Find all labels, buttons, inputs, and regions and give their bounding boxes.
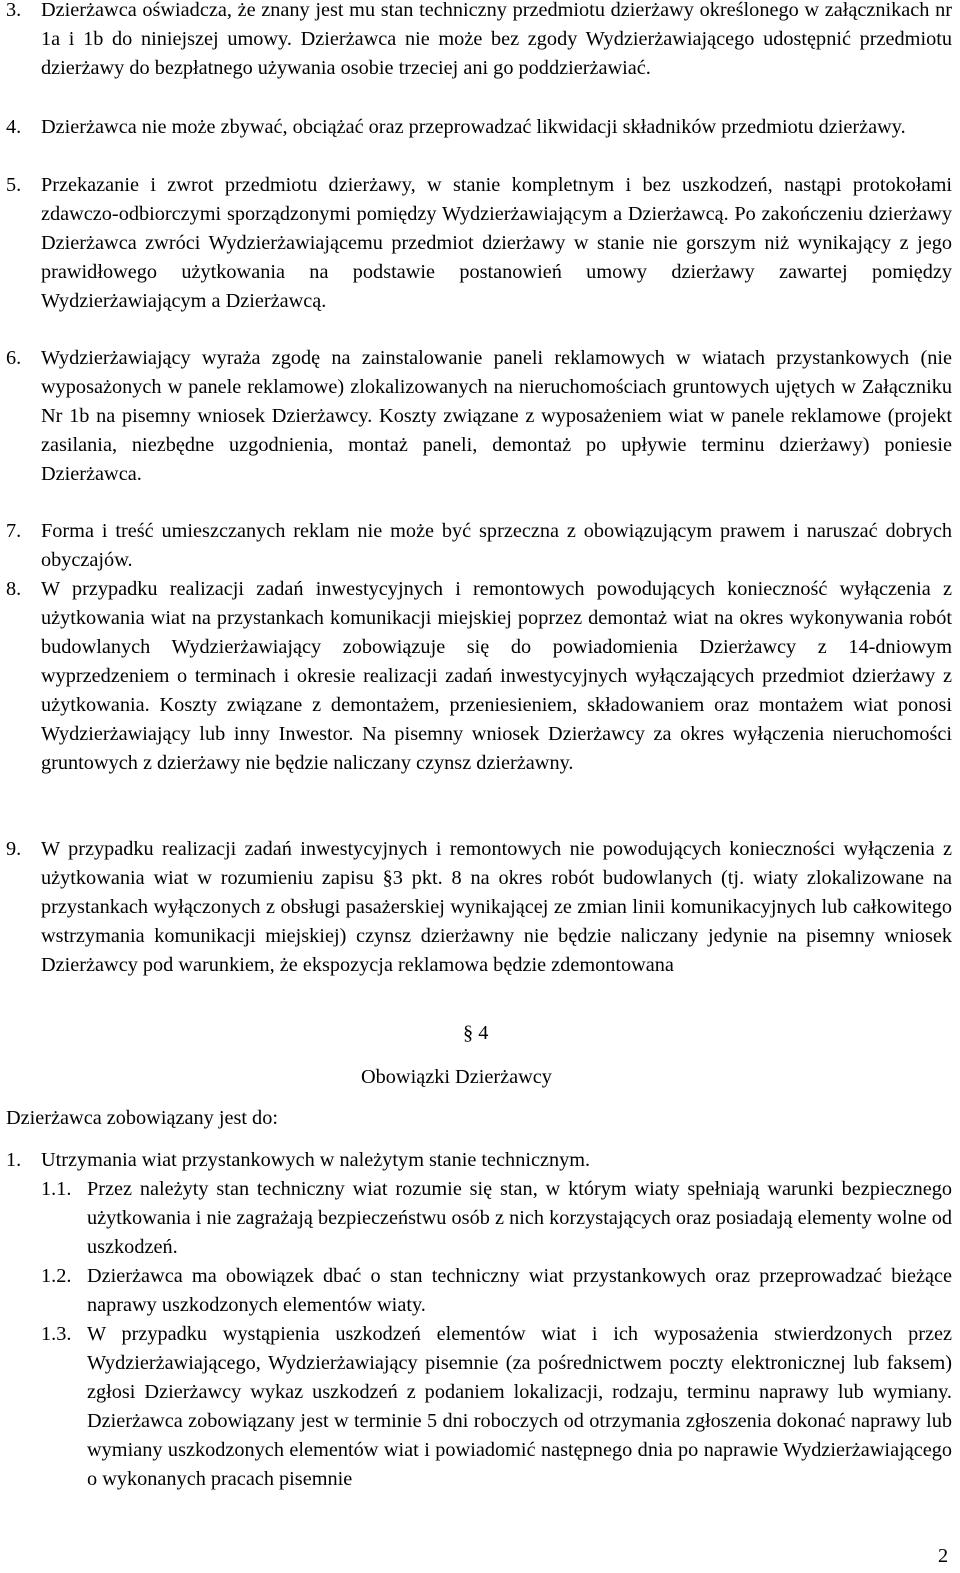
clause-text: Dzierżawca oświadcza, że znany jest mu stan techniczny przedmiotu dzierżawy określonego w załącznikach nr 1a i 1b do niniejszej umowy. Dzierżawca nie może bez zgody Wydzierżawiającego udostępnić przedmiotu dzierżawy do bezpłatnego używania osobie trzeciej ani go poddzierżawiać.: [41, 0, 952, 79]
clause-number: 7.: [6, 520, 22, 542]
clause-text: Wydzierżawiający wyraża zgodę na zainstalowanie paneli reklamowych w wiatach przystankowych (nie wyposażonych w panele reklamowe) zlokalizowanych na nieruchomościach gruntowych ujętych w Załączniku Nr 1b na pisemny wniosek Dzierżawcy. Koszty związane z wyposażeniem wiat w panele reklamowe (projekt zasilania, niezbędne uzgodnienia, montaż paneli, demontaż po upływie terminu dzierżawy) poniesie Dzierżawca.: [41, 347, 952, 485]
obligation-number: 1.: [6, 1149, 22, 1171]
clause-number: 5.: [6, 174, 22, 196]
sub-item-text: Dzierżawca ma obowiązek dbać o stan techniczny wiat przystankowych oraz przeprowadzać bieżące naprawy uszkodzonych elementów wiaty.: [87, 1265, 952, 1316]
clause-number: 8.: [6, 578, 22, 600]
clause-text: W przypadku realizacji zadań inwestycyjnych i remontowych nie powodujących konieczności wyłączenia z użytkowania wiat w rozumieniu zapisu §3 pkt. 8 na okres robót budowlanych (tj. wiaty zlokalizowane na przystankach wyłączonych z obsługi pasażerskiej wynikającej ze zmian linii komunikacyjnych lub całkowitego wstrzymania komunikacji miejskiej) czynsz dzierżawny nie będzie naliczany jedynie na pisemny wniosek Dzierżawcy pod warunkiem, że ekspozycja reklamowa będzie zdemontowana: [41, 838, 952, 976]
page-number: 2: [938, 1545, 949, 1567]
sub-item-number: 1.1.: [41, 1178, 72, 1200]
clause-text: Przekazanie i zwrot przedmiotu dzierżawy, w stanie kompletnym i bez uszkodzeń, nastąpi protokołami zdawczo-odbiorczymi sporządzonymi pomiędzy Wydzierżawiającym a Dzierżawcą. Po zakończeniu dzierżawy Dzierżawca zwróci Wydzierżawiającemu przedmiot dzierżawy w stanie nie gorszym niż wynikający z jego prawidłowego użytkowania na podstawie postanowień umowy dzierżawy zawartej pomiędzy Wydzierżawiającym a Dzierżawcą.: [41, 174, 952, 312]
obligation-text: Utrzymania wiat przystankowych w należytym stanie technicznym.: [41, 1149, 591, 1171]
sub-item-text: W przypadku wystąpienia uszkodzeń elementów wiat i ich wyposażenia stwierdzonych przez Wydzierżawiającego, Wydzierżawiający pisemnie (za pośrednictwem poczty elektronicznej lub faksem) zgłosi Dzierżawcy wykaz uszkodzeń z podaniem lokalizacji, rodzaju, terminu naprawy lub wymiany. Dzierżawca zobowiązany jest w terminie 5 dni roboczych od otrzymania zgłoszenia dokonać naprawy lub wymiany uszkodzonych elementów wiat i powiadomić następnego dnia po naprawie Wydzierżawiającego o wykonanych pracach pisemnie: [87, 1323, 952, 1490]
sub-item-text: Przez należyty stan techniczny wiat rozumie się stan, w którym wiaty spełniają warunki bezpiecznego użytkowania i nie zagrażają bezpieczeństwu osób z nich korzystających oraz posiadają elementy wolne od uszkodzeń.: [87, 1178, 952, 1258]
section-title: Obowiązki Dzierżawcy: [361, 1066, 552, 1088]
sub-item-number: 1.2.: [41, 1265, 72, 1287]
section-sign: § 4: [463, 1022, 489, 1044]
sub-item-number: 1.3.: [41, 1323, 72, 1345]
clause-number: 4.: [6, 116, 22, 138]
clause-text: Dzierżawca nie może zbywać, obciążać oraz przeprowadzać likwidacji składników przedmiotu dzierżawy.: [41, 116, 906, 138]
clause-number: 6.: [6, 347, 22, 369]
section-intro: Dzierżawca zobowiązany jest do:: [6, 1107, 278, 1129]
clause-text: W przypadku realizacji zadań inwestycyjnych i remontowych powodujących konieczność wyłączenia z użytkowania wiat na przystankach komunikacji miejskiej poprzez demontaż wiat na okres wykonywania robót budowlanych Wydzierżawiający zobowiązuje się do powiadomienia Dzierżawcy z 14-dniowym wyprzedzeniem o terminach i okresie realizacji zadań inwestycyjnych wyłączających przedmiot dzierżawy z użytkowania. Koszty związane z demontażem, przeniesieniem, składowaniem oraz montażem wiat ponosi Wydzierżawiający lub inny Inwestor. Na pisemny wniosek Dzierżawcy za okres wyłączenia nieruchomości gruntowych z dzierżawy nie będzie naliczany czynsz dzierżawny.: [41, 578, 952, 774]
clause-number: 9.: [6, 838, 22, 860]
clause-text: Forma i treść umieszczanych reklam nie może być sprzeczna z obowiązującym prawem i naruszać dobrych obyczajów.: [41, 520, 952, 571]
clause-number: 3.: [6, 0, 22, 21]
